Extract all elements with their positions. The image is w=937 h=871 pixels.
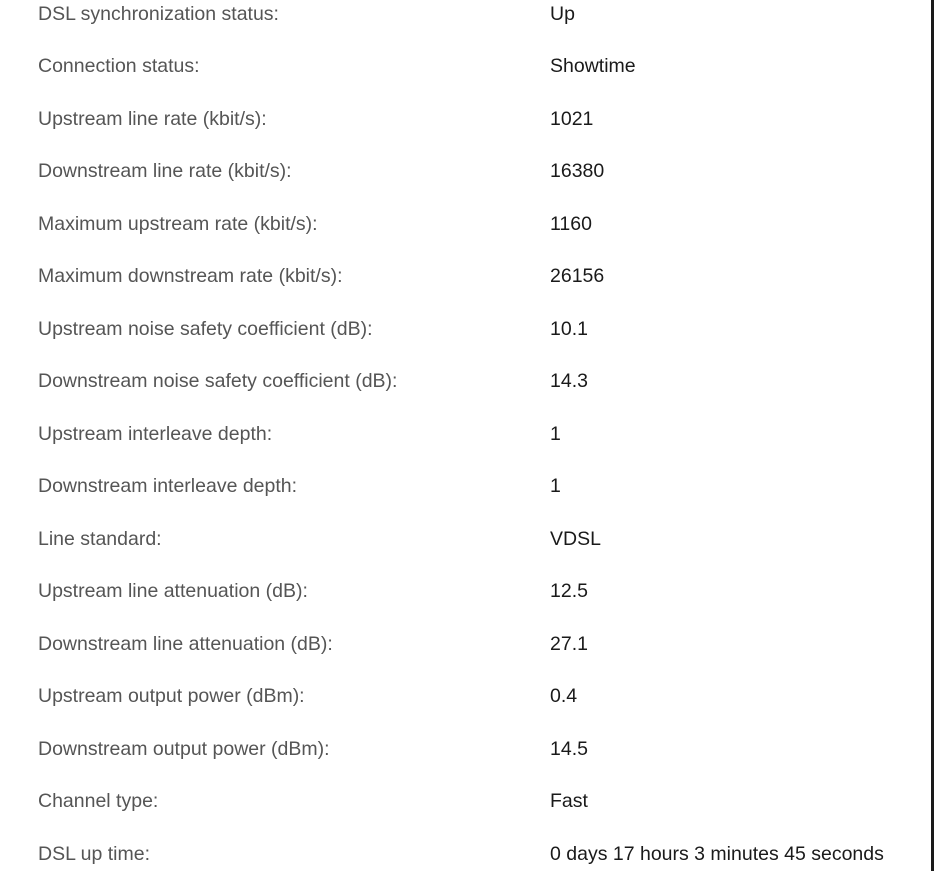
row-label: Line standard: [38,527,162,550]
status-row-upstream-line-rate [0,93,931,146]
row-label: Connection status: [38,55,200,78]
status-row-channel-type [0,776,931,829]
row-value: 27.1 [550,632,588,655]
row-label: DSL up time: [38,842,150,865]
row-label: Downstream output power (dBm): [38,737,330,760]
row-value: 10.1 [550,317,588,340]
status-row-upstream-noise-margin [0,303,931,356]
status-row-upstream-output-power [0,671,931,724]
status-row-max-upstream-rate [0,198,931,251]
status-row-max-downstream-rate [0,251,931,304]
row-value: Showtime [550,55,636,78]
status-row-downstream-noise-margin [0,356,931,409]
row-value: 26156 [550,265,605,288]
row-label: Upstream line rate (kbit/s): [38,107,267,130]
status-row-downstream-line-rate [0,146,931,199]
status-row-line-standard [0,513,931,566]
row-label: Maximum downstream rate (kbit/s): [38,265,343,288]
row-value: 14.3 [550,370,588,393]
row-value: 1021 [550,107,594,130]
row-label: DSL synchronization status: [38,2,279,25]
row-value: 16380 [550,160,605,183]
row-value: VDSL [550,527,601,550]
status-row-dsl-up-time [0,828,931,871]
status-row-connection-status [0,41,931,94]
status-row-upstream-attenuation [0,566,931,619]
row-label: Upstream line attenuation (dB): [38,580,308,603]
row-value: 1160 [550,212,592,235]
status-row-dsl-sync [0,0,931,41]
status-row-downstream-attenuation [0,618,931,671]
status-row-downstream-interleave-depth [0,461,931,514]
row-label: Downstream noise safety coefficient (dB): [38,370,398,393]
row-value: 1 [550,422,561,445]
row-value: 0 days 17 hours 3 minutes 45 seconds [550,842,884,865]
panel-right-border [931,0,934,871]
row-label: Downstream line rate (kbit/s): [38,160,292,183]
row-label: Channel type: [38,790,159,813]
row-label: Upstream output power (dBm): [38,685,305,708]
row-label: Downstream interleave depth: [38,475,298,498]
row-label: Upstream interleave depth: [38,422,273,445]
row-label: Upstream noise safety coefficient (dB): [38,317,373,340]
row-label: Maximum upstream rate (kbit/s): [38,212,318,235]
row-value: 0.4 [550,685,578,708]
status-row-upstream-interleave-depth [0,408,931,461]
row-value: 12.5 [550,580,588,603]
row-label: Downstream line attenuation (dB): [38,632,333,655]
row-value: 14.5 [550,737,588,760]
row-value: 1 [550,475,561,498]
row-value: Fast [550,790,588,813]
status-row-downstream-output-power [0,723,931,776]
row-value: Up [550,2,575,25]
